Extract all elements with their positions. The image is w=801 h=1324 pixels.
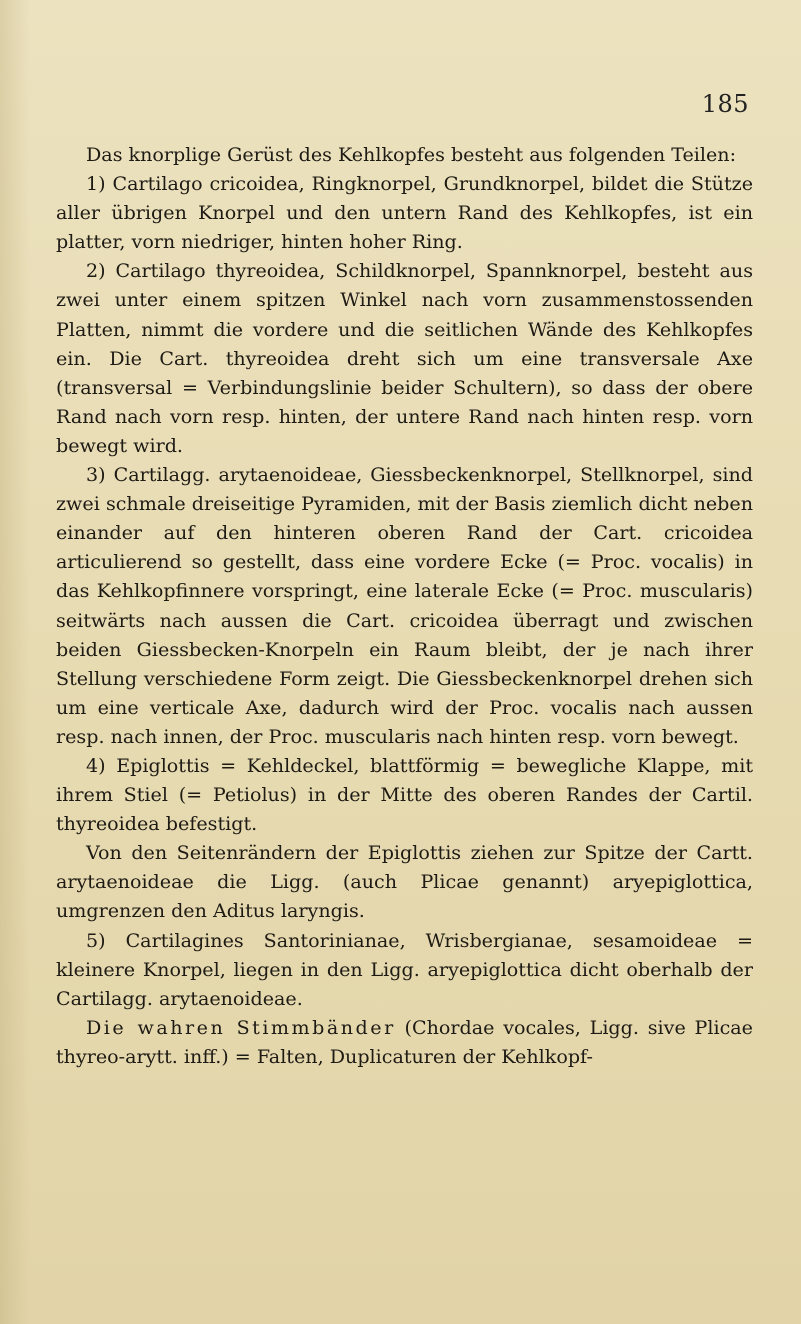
paragraph-santorinianae: 5) Cartilagines Santorinianae, Wrisbergianae, sesamoideae = kleinere Knorpel, liegen in den Ligg. aryepiglottica dicht oberhalb der Cartilagg. arytaenoideae.	[56, 928, 753, 1010]
paragraph-intro: Das knorplige Gerüst des Kehlkopfes besteht aus folgenden Teilen:	[86, 143, 737, 166]
paragraph-stimmbaender	[56, 1013, 753, 1071]
paragraph-continuation: (Chordae vocales, Ligg. sive Plicae thyreo-arytt. inff.) = Falten, Duplicaturen der Kehlkopf-	[56, 1015, 753, 1068]
page-number: 185	[701, 90, 749, 118]
paragraph-arytaenoideae: 3) Cartilagg. arytaenoideae, Giessbeckenknorpel, Stellknorpel, sind zwei schmale dreiseitige Pyramiden, mit der Basis ziemlich dicht neben einander auf den hinteren oberen Rand der Cart. cricoidea articulierend so gestellt, dass eine vordere Ecke (= Proc. vocalis) in das Kehlkopfinnere vorspringt, eine laterale Ecke (= Proc. muscularis) seitwärts nach aussen die Cart. cricoidea überragt und zwischen beiden Giessbecken-Knorpeln ein Raum bleibt, der je nach ihrer Stellung verschiedene Form zeigt. Die Giessbeckenknorpel drehen sich um eine verticale Axe, dadurch wird der Proc. vocalis nach aussen resp. nach innen, der Proc. muscularis nach hinten resp. vorn bewegt.	[56, 463, 753, 748]
paragraph-thyreoidea: 2) Cartilago thyreoidea, Schildknorpel, Spannknorpel, besteht aus zwei unter einem spitzen Winkel nach vorn zusammenstossenden Platten, nimmt die vordere und die seitlichen Wände des Kehlkopfes ein. Die Cart. thyreoidea dreht sich um eine transversale Axe (transversal = Verbindungslinie beider Schultern), so dass der obere Rand nach vorn resp. hinten, der untere Rand nach hinten resp. vorn bewegt wird.	[56, 259, 753, 457]
body-text	[56, 140, 753, 1071]
paragraph-cricoidea: 1) Cartilago cricoidea, Ringknorpel, Grundknorpel, bildet die Stütze aller übrigen Knorpel und den untern Rand des Kehlkopfes, ist ein platter, vorn niedriger, hinten hoher Ring.	[56, 172, 753, 254]
paragraph-epiglottis: 4) Epiglottis = Kehldeckel, blattförmig = bewegliche Klappe, mit ihrem Stiel (= Petiolus) in der Mitte des oberen Randes der Cartil. thyreoidea befestigt.	[56, 753, 753, 836]
spaced-term: Die wahren Stimmbänder	[86, 1015, 396, 1039]
paragraph-aryepiglottica: Von den Seitenrändern der Epiglottis ziehen zur Spitze der Cartt. arytaenoideae die Ligg. (auch Plicae genannt) aryepiglottica, umgrenzen den Aditus laryngis.	[56, 841, 753, 923]
